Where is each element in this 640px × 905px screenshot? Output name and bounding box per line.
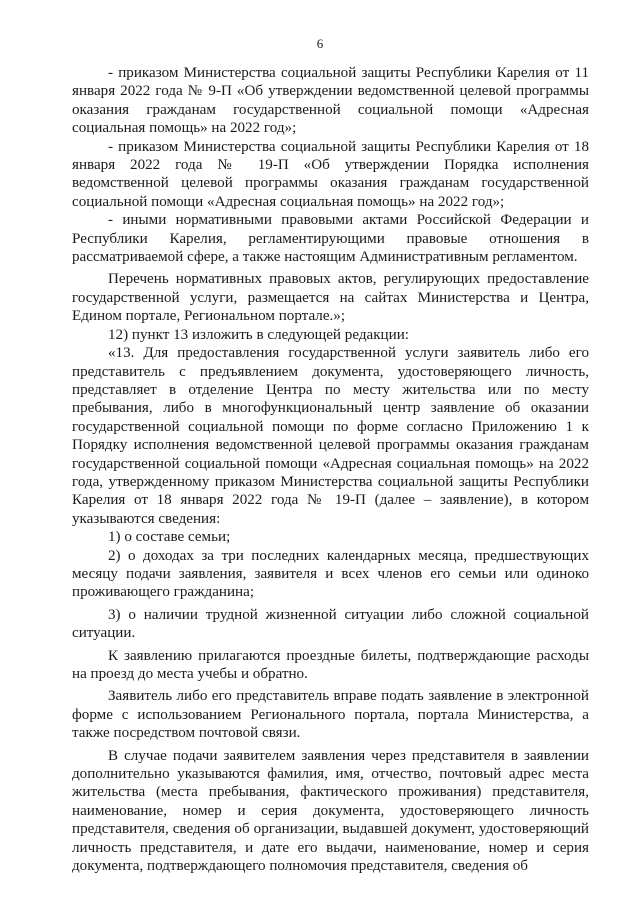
paragraph-order-9p: - приказом Министерства социальной защиты Республики Карелия от 11 января 2022 года № 9-П «Об утверждении ведомственной целевой программы оказания гражданам государственной социальной помощи «Адресная социальная помощь» на 2022 год»; (72, 65, 589, 137)
paragraph-item-12: 12) пункт 13 изложить в следующей редакции: (108, 326, 409, 343)
paragraph-electronic: Заявитель либо его представитель вправе подать заявление в электронной форме с использованием Регионального портала, портала Министерства, а также посредством почтовой связи. (72, 688, 589, 742)
paragraph-order-19p: - приказом Министерства социальной защиты Республики Карелия от 18 января 2022 года № 19-П «Об утверждении Порядка исполнения ведомственной целевой программы оказания гражданам государственной социальной помощи «Адресная социальная помощь» на 2022 год»; (72, 138, 589, 210)
list-item-situation: 3) о наличии трудной жизненной ситуации либо сложной социальной ситуации. (72, 606, 589, 642)
paragraph-other-acts: - иными нормативными правовыми актами Российской Федерации и Республики Карелия, регламентирующими правовые отношения в рассматриваемой сфере, а также настоящим Административным регламентом. (72, 212, 589, 266)
paragraph-representative: В случае подачи заявителем заявления через представителя в заявлении дополнительно указываются фамилия, имя, отчество, почтовый адрес места жительства (места пребывания, фактического проживания) представителя, наименование, номер и серия документа, удостоверяющего личность представителя, сведения об организации, выдавшей документ, удостоверяющий личность представителя, и дате его выдачи, наименование, номер и серия документа, подтверждающего полномочия представителя, сведения об (72, 747, 589, 875)
paragraph-item-13: «13. Для предоставления государственной услуги заявитель либо его представитель с предъявлением документа, удостоверяющего личность, представляет в отделение Центра по месту жительства или по месту пребывания, либо в многофункциональный центр заявление об оказании государственной социальной помощи по форме согласно Приложению 1 к Порядку исполнения ведомственной целевой программы оказания гражданам государственной социальной помощи «Адресная социальная помощь» на 2022 года, утвержденному приказом Министерства социальной защиты Республики Карелия от 18 января 2022 года № 19-П (далее – заявление), в котором указываются сведения: (72, 345, 589, 527)
paragraph-acts-list: Перечень нормативных правовых актов, регулирующих предоставление государственной услуги, размещается на сайтах Министерства и Центра, Едином портале, Региональном портале.»; (72, 271, 589, 325)
list-item-family: 1) о составе семьи; (108, 529, 231, 546)
paragraph-tickets: К заявлению прилагаются проездные билеты, подтверждающие расходы на проезд до места учебы и обратно. (72, 647, 589, 682)
page-number: 6 (316, 36, 324, 51)
document-body (72, 64, 589, 875)
list-item-income: 2) о доходах за три последних календарных месяца, предшествующих месяцу подачи заявления, заявителя и всех членов его семьи или одиноко проживающего гражданина; (72, 547, 589, 601)
